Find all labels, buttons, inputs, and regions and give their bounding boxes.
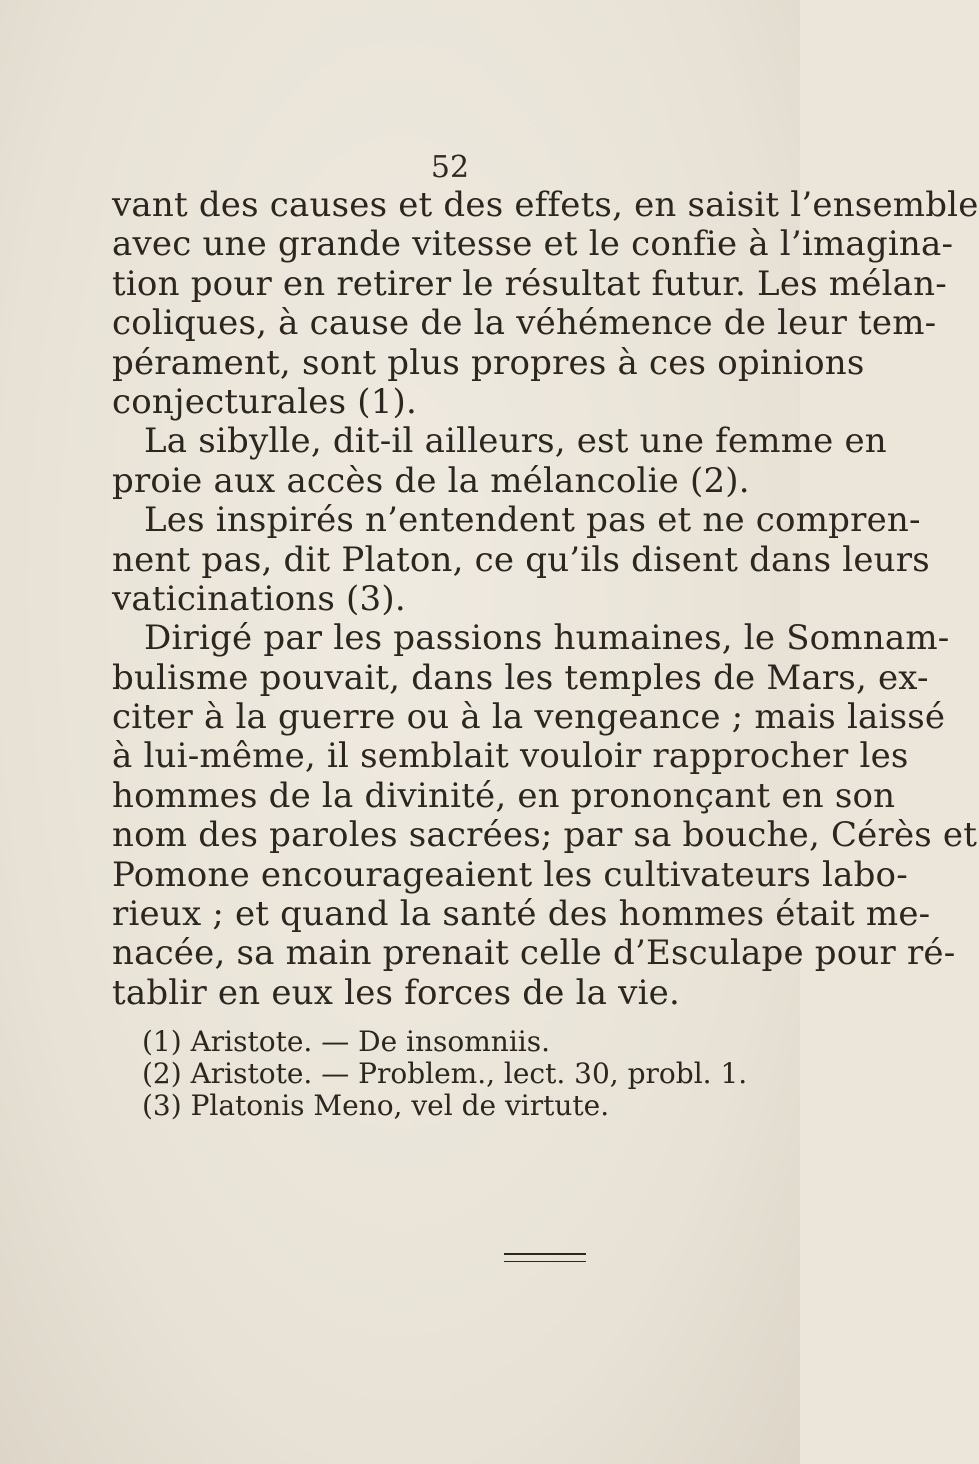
text-line: tablir en eux les forces de la vie.	[112, 972, 680, 1013]
text-line: coliques, à cause de la véhémence de leur tem-	[112, 303, 937, 344]
text-line: nom des paroles sacrées; par sa bouche, Cérès et	[112, 815, 978, 856]
text-line: proie aux accès de la mélancolie (2).	[112, 460, 750, 501]
text-line: La sibylle, dit-il ailleurs, est une femme en	[144, 421, 887, 462]
text-line: citer à la guerre ou à la vengeance ; mais laissé	[112, 697, 946, 738]
text-line: nent pas, dit Platon, ce qu’ils disent dans leurs	[112, 539, 930, 580]
footnote: (1) Aristote. — De insomniis.	[142, 1025, 551, 1058]
text-line: à lui-même, il semblait vouloir rapprocher les	[112, 736, 909, 777]
text-line: nacée, sa main prenait celle d’Esculape pour ré-	[112, 933, 956, 974]
text-line: pérament, sont plus propres à ces opinions	[112, 342, 865, 383]
text-line: vaticinations (3).	[112, 578, 406, 619]
end-rule	[504, 1253, 586, 1255]
footnote: (3) Platonis Meno, vel de virtute.	[142, 1089, 610, 1122]
text-line: rieux ; et quand la santé des hommes était me-	[112, 894, 931, 935]
text-line: hommes de la divinité, en prononçant en son	[112, 775, 896, 816]
text-line: Les inspirés n’entendent pas et ne compren-	[144, 500, 921, 541]
text-line: conjecturales (1).	[112, 381, 418, 422]
text-line: vant des causes et des effets, en saisit l’ensemble	[112, 185, 979, 225]
end-rule	[504, 1261, 586, 1262]
text-line: tion pour en retirer le résultat futur. Les mélan-	[112, 263, 947, 304]
footnote: (2) Aristote. — Problem., lect. 30, probl. 1.	[142, 1057, 748, 1090]
text-line: Dirigé par les passions humaines, le Somnam-	[144, 618, 950, 659]
body-text	[112, 185, 979, 1013]
footnotes	[142, 1026, 762, 1122]
text-line: bulisme pouvait, dans les temples de Mars, ex-	[112, 657, 929, 698]
text-line: avec une grande vitesse et le confie à l’imagina-	[112, 224, 954, 265]
text-line: Pomone encourageaient les cultivateurs labo-	[112, 854, 908, 895]
page-number: 52	[430, 150, 470, 185]
